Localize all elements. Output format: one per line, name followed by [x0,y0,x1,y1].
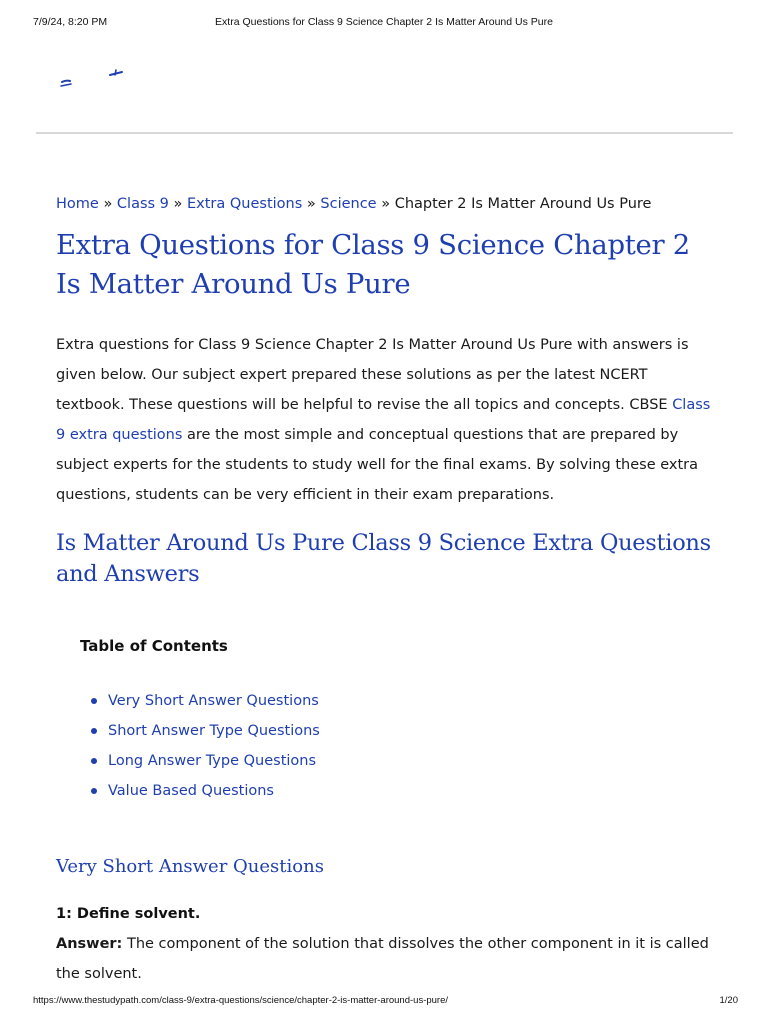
breadcrumb-separator: » [103,196,113,212]
toc-list [80,686,716,806]
page-url: https://www.thestudypath.com/class-9/extra-questions/science/chapter-2-is-matter-around-us-pure/ [33,995,449,1006]
answer-text: The component of the solution that dissolves the other component in it is called the solvent. [56,936,709,982]
print-footer [0,994,768,1010]
question-1: 1: Define solvent. [56,906,201,922]
intro-text-start: Extra questions for Class 9 Science Chapter 2 Is Matter Around Us Pure with answers is given below. Our subject expert prepared these solutions as per the latest NCERT textbook. These questions will be helpful to revise the all topics and concepts. CBSE [56,337,689,413]
page-title: Extra Questions for Class 9 Science Chapter 2 Is Matter Around Us Pure [56,229,690,300]
answer-1 [56,929,716,989]
header-divider [36,132,733,134]
very-short-heading: Very Short Answer Questions [56,856,324,877]
toc-link-value-based[interactable]: Value Based Questions [108,783,274,799]
toc-link-long[interactable]: Long Answer Type Questions [108,753,317,769]
print-date: 7/9/24, 8:20 PM [33,16,108,28]
toc-link-short[interactable]: Short Answer Type Questions [108,723,320,739]
bullet-icon [91,728,97,734]
table-of-contents [80,634,716,806]
article-content [56,190,716,989]
bullet-icon [91,758,97,764]
breadcrumb [56,190,716,218]
toc-link-very-short[interactable]: Very Short Answer Questions [108,693,319,709]
breadcrumb-separator: » [173,196,183,212]
toc-item [108,776,716,806]
toc-item [108,746,716,776]
page-number: 1/20 [719,995,738,1006]
intro-text-end: are the most simple and conceptual questions that are prepared by subject experts for the students to study well for the final exams. By solving these extra questions, students can be very efficient in their exam preparations. [56,427,699,503]
print-header [0,14,768,32]
toc-item [108,716,716,746]
breadcrumb-current: Chapter 2 Is Matter Around Us Pure [394,196,652,212]
breadcrumb-separator: » [381,196,391,212]
site-logo-icon[interactable] [58,62,138,92]
bullet-icon [91,698,97,704]
toc-title: Table of Contents [80,637,228,655]
class-9-extra-questions-link[interactable]: Class 9 extra questions [56,397,711,443]
breadcrumb-class-9-link[interactable]: Class 9 [116,196,169,212]
intro-paragraph [56,330,716,510]
section-title: Is Matter Around Us Pure Class 9 Science Extra Questions and Answers [56,530,711,587]
breadcrumb-extra-questions-link[interactable]: Extra Questions [187,196,303,212]
toc-item [108,686,716,716]
breadcrumb-separator: » [306,196,316,212]
answer-label: Answer: [56,936,123,952]
bullet-icon [91,788,97,794]
breadcrumb-science-link[interactable]: Science [320,196,377,212]
print-document-title: Extra Questions for Class 9 Science Chapter 2 Is Matter Around Us Pure [215,16,553,28]
breadcrumb-home-link[interactable]: Home [56,196,99,212]
